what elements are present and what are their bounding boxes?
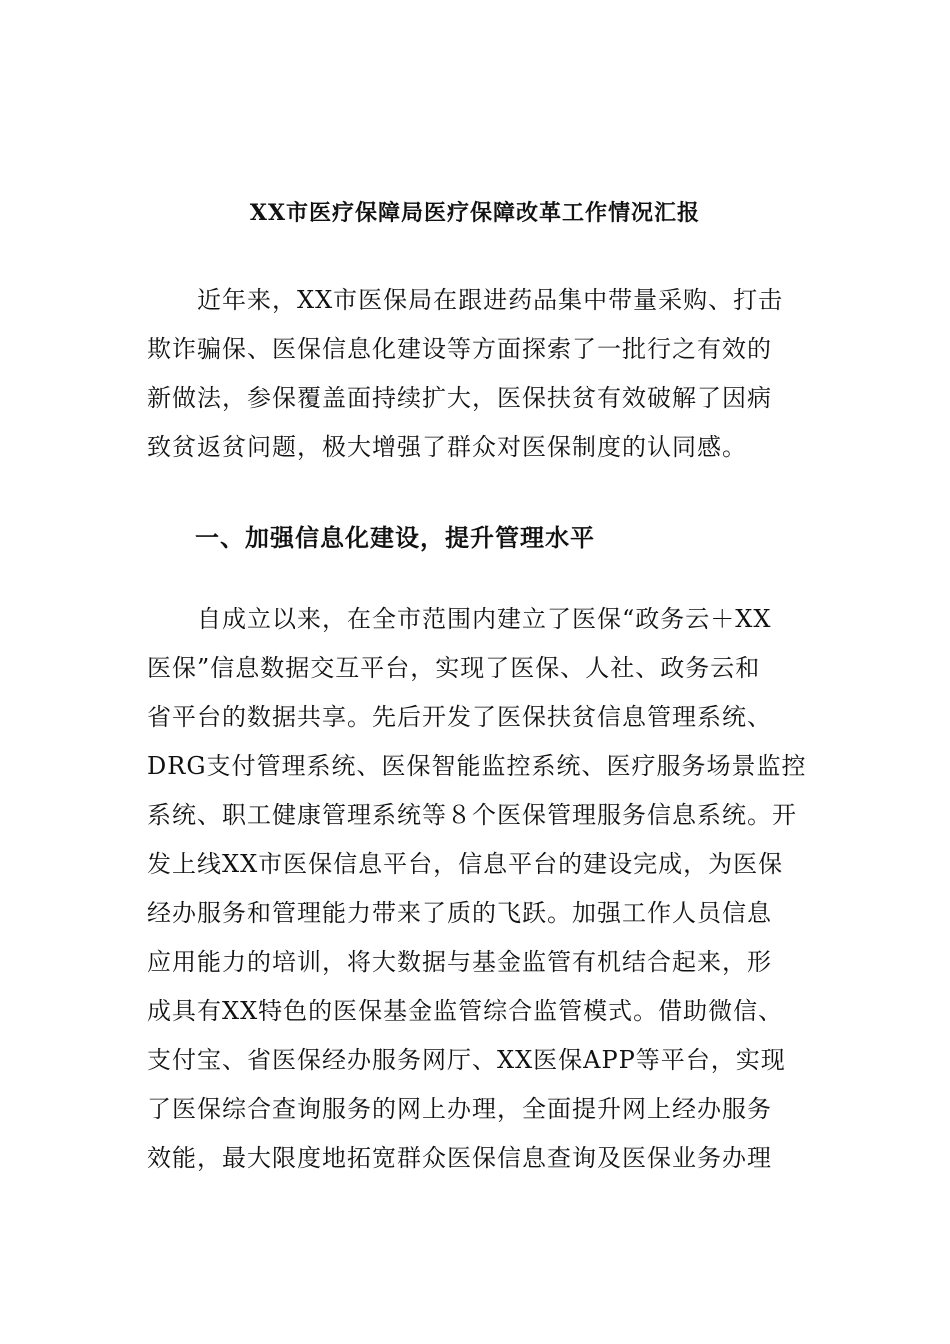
section-body-line: 经办服务和管理能力带来了质的飞跃。加强工作人员信息 (147, 899, 772, 927)
section-heading: 一、加强信息化建设，提升管理水平 (195, 523, 595, 552)
section-body-line: 发上线XX市医保信息平台，信息平台的建设完成，为医保 (147, 850, 784, 878)
intro-line: 致贫返贫问题，极大增强了群众对医保制度的认同感。 (147, 433, 747, 461)
section-body-line: 了医保综合查询服务的网上办理，全面提升网上经办服务 (147, 1095, 772, 1123)
section-body-line: 系统、职工健康管理系统等８个医保管理服务信息系统。开 (147, 801, 797, 829)
section-body-line: 医保”信息数据交互平台，实现了医保、人社、政务云和 (147, 654, 761, 682)
section-body-line: 支付宝、省医保经办服务网厅、XX医保APP等平台，实现 (147, 1046, 786, 1074)
document-title: XX市医疗保障局医疗保障改革工作情况汇报 (249, 200, 701, 226)
section-body-line: 成具有XX特色的医保基金监管综合监管模式。借助微信、 (147, 997, 784, 1025)
section-body-line: 自成立以来，在全市范围内建立了医保“政务云＋XX (197, 605, 772, 633)
section-body-line: 效能，最大限度地拓宽群众医保信息查询及医保业务办理 (147, 1144, 772, 1172)
section-body-line: DRG支付管理系统、医保智能监控系统、医疗服务场景监控 (147, 752, 807, 780)
intro-line: 近年来，XX市医保局在跟进药品集中带量采购、打击 (197, 286, 784, 314)
section-body-line: 应用能力的培训，将大数据与基金监管有机结合起来，形 (147, 948, 772, 976)
intro-line: 欺诈骗保、医保信息化建设等方面探索了一批行之有效的 (147, 335, 772, 363)
section-body-line: 省平台的数据共享。先后开发了医保扶贫信息管理系统、 (147, 703, 772, 731)
intro-line: 新做法，参保覆盖面持续扩大，医保扶贫有效破解了因病 (147, 384, 772, 412)
